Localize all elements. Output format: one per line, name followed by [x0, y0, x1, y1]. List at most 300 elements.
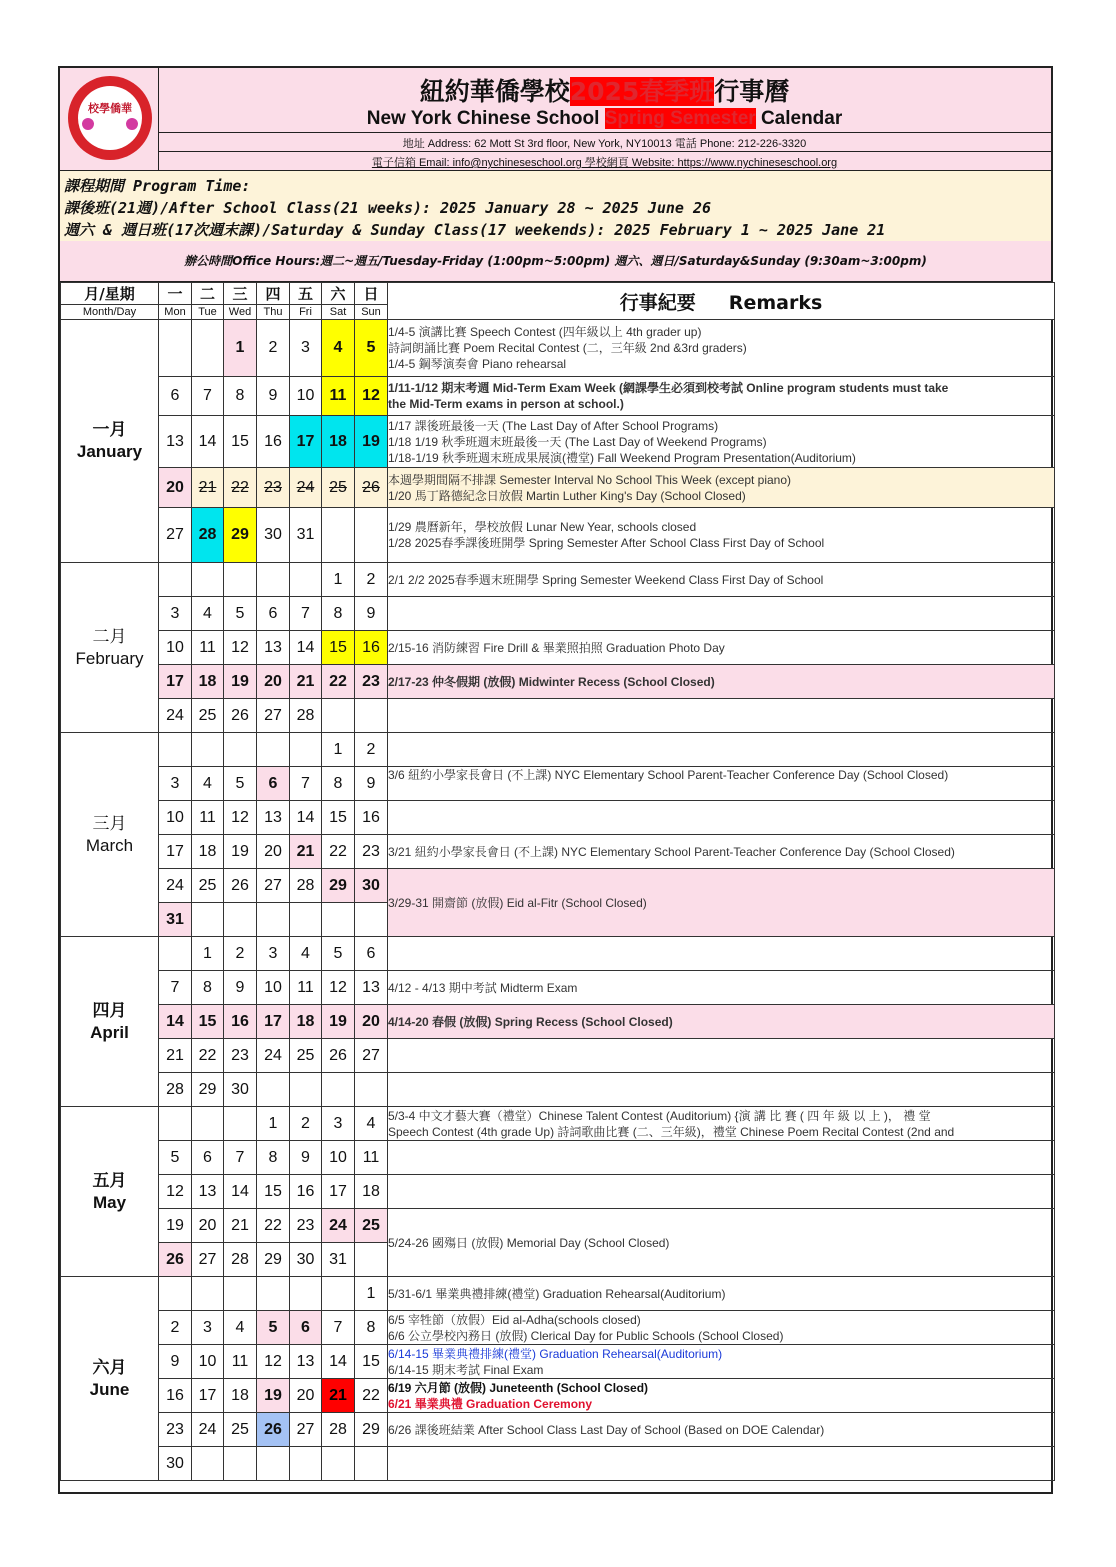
day-cell: 4 [192, 597, 224, 631]
remark: 6/26 課後班結業 After School Class Last Day of School (Based on DOE Calendar) [388, 1413, 1055, 1447]
day-cell: 23 [355, 835, 388, 869]
after-school-dates: 課後班(21週)/After School Class(21 weeks): 2025 January 28 ~ 2025 June 26 [64, 199, 711, 217]
remark [388, 508, 1055, 563]
contact-links[interactable]: 電子信箱 Email: info@nychineseschool.org 學校網頁 Website: https://www.nychineseschool.org [371, 157, 838, 169]
week-row [61, 835, 1055, 869]
day-cell: 20 [257, 665, 290, 699]
day-cell: 29 [257, 1243, 290, 1277]
day-cell: 5 [322, 937, 355, 971]
remark [388, 1311, 1055, 1345]
day-cell: 15 [322, 631, 355, 665]
day-cell: 7 [224, 1141, 257, 1175]
flower-icon [126, 118, 138, 130]
day-cell [192, 1277, 224, 1311]
day-cell: 10 [290, 377, 322, 416]
day-cell [290, 563, 322, 597]
day-cell: 24 [159, 699, 192, 733]
logo-text-center: 校學僑華 [88, 103, 132, 115]
col-day-cn: 六 [322, 283, 355, 305]
day-cell: 30 [159, 1447, 192, 1481]
day-cell: 8 [322, 597, 355, 631]
day-cell: 27 [257, 699, 290, 733]
day-cell: 28 [159, 1073, 192, 1107]
day-cell: 13 [290, 1345, 322, 1379]
day-cell: 12 [355, 377, 388, 416]
day-cell: 11 [355, 1141, 388, 1175]
week-row [61, 1175, 1055, 1209]
day-cell: 8 [322, 767, 355, 801]
day-cell [322, 508, 355, 563]
remark-line: 1/28 2025春季課後班開學 Spring Semester After School Class First Day of School [388, 536, 825, 550]
day-cell [159, 1107, 192, 1141]
day-cell: 23 [355, 665, 388, 699]
day-cell: 2 [257, 320, 290, 377]
day-cell [290, 1277, 322, 1311]
day-cell: 26 [257, 1413, 290, 1447]
day-cell [322, 699, 355, 733]
day-cell [355, 1243, 388, 1277]
day-cell: 17 [192, 1379, 224, 1413]
day-cell: 30 [224, 1073, 257, 1107]
day-cell: 24 [159, 869, 192, 903]
day-cell: 6 [290, 1311, 322, 1345]
day-cell [224, 1277, 257, 1311]
month-label-en: May [92, 1192, 127, 1212]
day-cell: 2 [159, 1311, 192, 1345]
day-cell: 6 [192, 1141, 224, 1175]
day-cell: 6 [355, 937, 388, 971]
month-label-cn: 四月 [92, 1000, 127, 1020]
title-cn-school: 紐約華僑學校 [419, 77, 570, 106]
day-cell: 5 [257, 1311, 290, 1345]
day-cell: 25 [192, 869, 224, 903]
day-cell: 27 [192, 1243, 224, 1277]
week-row [61, 699, 1055, 733]
day-cell: 18 [192, 665, 224, 699]
day-cell: 3 [159, 597, 192, 631]
day-cell: 14 [322, 1345, 355, 1379]
remark [388, 1175, 1055, 1209]
day-cell: 30 [290, 1243, 322, 1277]
address: 地址 Address: 62 Mott St 3rd floor, New York, NY10013 電話 Phone: 212-226-3320 [402, 138, 807, 150]
col-day-en: Sat [322, 305, 355, 320]
remark [388, 377, 1055, 416]
day-cell: 25 [355, 1209, 388, 1243]
day-cell: 14 [290, 631, 322, 665]
day-cell: 6 [257, 597, 290, 631]
day-cell [290, 1447, 322, 1481]
col-month-en: Month/Day [61, 305, 159, 320]
day-cell: 5 [159, 1141, 192, 1175]
day-cell: 8 [224, 377, 257, 416]
day-cell: 7 [159, 971, 192, 1005]
day-cell: 23 [290, 1209, 322, 1243]
day-cell [159, 1277, 192, 1311]
day-cell: 26 [159, 1243, 192, 1277]
day-cell: 28 [192, 508, 224, 563]
day-cell: 15 [257, 1175, 290, 1209]
divider [158, 132, 1051, 133]
day-cell: 5 [355, 320, 388, 377]
remark [388, 1345, 1055, 1379]
day-cell: 19 [322, 1005, 355, 1039]
day-cell: 9 [257, 377, 290, 416]
remark [388, 468, 1055, 508]
remark-line: Speech Contest (4th grade Up) 詩詞歌曲比賽 (二、三年級)，禮堂 Chinese Poem Recital Contest (2nd and [388, 1124, 955, 1139]
day-cell: 18 [192, 835, 224, 869]
program-time-label: 課程期間 Program Time: [64, 177, 251, 195]
day-cell: 24 [290, 468, 322, 508]
day-cell [192, 563, 224, 597]
week-row [61, 1209, 1055, 1243]
week-row [61, 1277, 1055, 1311]
day-cell: 14 [159, 1005, 192, 1039]
month-label-cn: 三月 [92, 813, 127, 833]
day-cell [322, 1277, 355, 1311]
remark [388, 801, 1055, 835]
day-cell: 22 [257, 1209, 290, 1243]
remark-line: 6/21 畢業典禮 Graduation Ceremony [388, 1396, 593, 1411]
day-cell [322, 903, 355, 937]
day-cell: 15 [322, 801, 355, 835]
day-cell: 28 [290, 869, 322, 903]
day-cell: 14 [224, 1175, 257, 1209]
remark-line: 1/4-5 鋼琴演奏會 Piano rehearsal [388, 357, 567, 371]
month-may [61, 1107, 159, 1277]
day-cell: 1 [355, 1277, 388, 1311]
day-cell: 31 [159, 903, 192, 937]
day-cell: 31 [290, 508, 322, 563]
col-day-cn: 一 [159, 283, 192, 305]
remark: 2/17-23 仲冬假期 (放假) Midwinter Recess (School Closed) [388, 665, 1055, 699]
day-cell: 20 [290, 1379, 322, 1413]
day-cell: 2 [224, 937, 257, 971]
day-cell: 27 [355, 1039, 388, 1073]
remark [388, 937, 1055, 971]
col-day-en: Tue [192, 305, 224, 320]
day-cell [355, 1447, 388, 1481]
remark-line: 6/14-15 畢業典禮排練(禮堂) Graduation Rehearsal(Auditorium) [388, 1346, 723, 1361]
remark-line: the Mid-Term exams in person at school.) [388, 397, 624, 411]
day-cell: 7 [322, 1311, 355, 1345]
month-label-en: June [89, 1379, 130, 1399]
flower-icon [82, 118, 94, 130]
week-row [61, 767, 1055, 801]
week-row [61, 597, 1055, 631]
remark: 3/21 紐約小學家長會日 (不上課) NYC Elementary School Parent-Teacher Conference Day (School Closed) [388, 835, 1055, 869]
remark [388, 699, 1055, 733]
day-cell: 20 [192, 1209, 224, 1243]
day-cell: 13 [257, 801, 290, 835]
remark-line: 1/18 1/19 秋季班週末班最後一天 (The Last Day of Weekend Programs) [388, 434, 767, 449]
col-day-cn: 五 [290, 283, 322, 305]
title-en-school: New York Chinese School [366, 108, 600, 129]
day-cell: 16 [159, 1379, 192, 1413]
calendar-page [58, 66, 1053, 1494]
week-row [61, 1413, 1055, 1447]
remark-line: 5/3-4 中文才藝大賽（禮堂）Chinese Talent Contest (Auditorium) {演 講 比 賽 ( 四 年 級 以 上 )， 禮 堂 [388, 1108, 931, 1123]
day-cell: 4 [322, 320, 355, 377]
day-cell: 12 [257, 1345, 290, 1379]
day-cell: 17 [159, 835, 192, 869]
day-cell: 19 [224, 665, 257, 699]
day-cell: 1 [257, 1107, 290, 1141]
week-row [61, 320, 1055, 377]
day-cell: 22 [192, 1039, 224, 1073]
day-cell: 11 [322, 377, 355, 416]
day-cell: 1 [224, 320, 257, 377]
day-cell: 5 [224, 767, 257, 801]
day-cell: 13 [192, 1175, 224, 1209]
day-cell: 22 [322, 835, 355, 869]
col-day-cn: 二 [192, 283, 224, 305]
day-cell [192, 1447, 224, 1481]
school-logo [68, 76, 152, 160]
day-cell: 7 [290, 597, 322, 631]
day-cell: 12 [159, 1175, 192, 1209]
month-label-en: April [90, 1022, 129, 1042]
col-day-en: Thu [257, 305, 290, 320]
day-cell [257, 903, 290, 937]
week-row [61, 1039, 1055, 1073]
day-cell: 22 [355, 1379, 388, 1413]
remark-line: 1/20 馬丁路德紀念日放假 Martin Luther King's Day (School Closed) [388, 488, 746, 503]
divider [158, 151, 1051, 152]
day-cell: 16 [355, 631, 388, 665]
day-cell: 29 [192, 1073, 224, 1107]
day-cell: 9 [224, 971, 257, 1005]
day-cell: 1 [322, 733, 355, 767]
remark: 5/31-6/1 畢業典禮排練(禮堂) Graduation Rehearsal(Auditorium) [388, 1277, 1055, 1311]
day-cell: 1 [192, 937, 224, 971]
week-row [61, 508, 1055, 563]
day-cell [192, 903, 224, 937]
day-cell: 16 [355, 801, 388, 835]
day-cell [224, 1447, 257, 1481]
col-month-cn: 月/星期 [61, 283, 159, 305]
week-row [61, 1311, 1055, 1345]
day-cell: 14 [192, 416, 224, 468]
remark: 3/6 紐約小學家長會日 (不上課) NYC Elementary School Parent-Teacher Conference Day (School Closed) [388, 767, 1055, 801]
day-cell: 3 [192, 1311, 224, 1345]
logo-box [60, 68, 159, 170]
week-row [61, 416, 1055, 468]
day-cell: 4 [224, 1311, 257, 1345]
month-label-cn: 五月 [92, 1170, 127, 1190]
day-cell: 9 [355, 597, 388, 631]
month-label-en: March [85, 835, 134, 855]
day-cell: 13 [355, 971, 388, 1005]
day-cell: 21 [192, 468, 224, 508]
day-cell: 11 [192, 631, 224, 665]
day-cell: 21 [159, 1039, 192, 1073]
col-day-cn: 日 [355, 283, 388, 305]
remark: 2/15-16 消防練習 Fire Drill & 畢業照拍照 Graduation Photo Day [388, 631, 1055, 665]
day-cell: 3 [290, 320, 322, 377]
day-cell [159, 563, 192, 597]
day-cell: 11 [224, 1345, 257, 1379]
col-day-cn: 三 [224, 283, 257, 305]
month-june [61, 1277, 159, 1481]
page-header [60, 68, 1051, 171]
remark-line: 1/17 課後班最後一天 (The Last Day of After School Programs) [388, 418, 719, 433]
remark [388, 1073, 1055, 1107]
day-cell [290, 903, 322, 937]
day-cell [290, 733, 322, 767]
col-remarks: 行事紀要 Remarks [388, 283, 1055, 320]
remark [388, 1141, 1055, 1175]
remark: 4/12 - 4/13 期中考試 Midterm Exam [388, 971, 1055, 1005]
month-label-cn: 一月 [92, 420, 127, 439]
day-cell: 17 [322, 1175, 355, 1209]
day-cell: 8 [355, 1311, 388, 1345]
day-cell: 26 [224, 869, 257, 903]
remark [388, 1379, 1055, 1413]
week-row [61, 1345, 1055, 1379]
day-cell: 16 [257, 416, 290, 468]
day-cell: 4 [192, 767, 224, 801]
day-cell: 11 [192, 801, 224, 835]
week-row [61, 1141, 1055, 1175]
remark: 3/29-31 開齋節 (放假) Eid al-Fitr (School Closed) [388, 869, 1055, 937]
day-cell: 27 [290, 1413, 322, 1447]
remark-line: 詩詞朗誦比賽 Poem Recital Contest (二，三年級 2nd &3rd graders) [388, 341, 747, 355]
remark [388, 1447, 1055, 1481]
remark [388, 597, 1055, 631]
week-row [61, 1073, 1055, 1107]
day-cell: 15 [355, 1345, 388, 1379]
day-cell: 30 [257, 508, 290, 563]
day-cell: 15 [192, 1005, 224, 1039]
day-cell: 14 [290, 801, 322, 835]
day-cell [192, 1107, 224, 1141]
weekend-dates: 週六 & 週日班(17次週末課)/Saturday & Sunday Class(17 weekends): 2025 February 1 ~ 2025 Jane 21 [64, 221, 886, 239]
day-cell: 22 [224, 468, 257, 508]
day-cell: 30 [355, 869, 388, 903]
day-cell [224, 733, 257, 767]
week-row [61, 1107, 1055, 1141]
day-cell [224, 563, 257, 597]
day-cell: 17 [290, 416, 322, 468]
remark-line: 1/18-1/19 秋季班週末班成果展演(禮堂) Fall Weekend Program Presentation(Auditorium) [388, 450, 856, 465]
remark: 5/24-26 國殤日 (放假) Memorial Day (School Closed) [388, 1209, 1055, 1277]
day-cell: 28 [322, 1413, 355, 1447]
remark [388, 320, 1055, 377]
day-cell: 29 [355, 1413, 388, 1447]
day-cell: 29 [322, 869, 355, 903]
day-cell: 9 [355, 767, 388, 801]
remark-line: 6/14-15 期末考試 Final Exam [388, 1362, 544, 1377]
page-title-cn [158, 72, 1051, 108]
day-cell: 4 [355, 1107, 388, 1141]
day-cell [192, 733, 224, 767]
day-cell: 1 [322, 563, 355, 597]
day-cell: 27 [159, 508, 192, 563]
day-cell: 5 [224, 597, 257, 631]
day-cell: 6 [257, 767, 290, 801]
col-day-en: Fri [290, 305, 322, 320]
week-row [61, 1005, 1055, 1039]
day-cell [159, 937, 192, 971]
month-label-en: January [76, 442, 143, 461]
col-day-en: Wed [224, 305, 257, 320]
week-row [61, 869, 1055, 903]
day-cell: 10 [192, 1345, 224, 1379]
week-row [61, 937, 1055, 971]
day-cell: 21 [322, 1379, 355, 1413]
day-cell [355, 508, 388, 563]
day-cell: 4 [290, 937, 322, 971]
day-cell: 10 [257, 971, 290, 1005]
month-february [61, 563, 159, 733]
program-time [60, 171, 1051, 242]
day-cell: 24 [192, 1413, 224, 1447]
office-hours: 辦公時間Office Hours:週二~週五/Tuesday-Friday (1:00pm~5:00pm) 週六、週日/Saturday&Sunday (9:30am~3:00pm) [60, 241, 1051, 282]
month-march [61, 733, 159, 937]
day-cell [159, 733, 192, 767]
day-cell [257, 563, 290, 597]
day-cell: 9 [159, 1345, 192, 1379]
week-row [61, 563, 1055, 597]
day-cell: 25 [224, 1413, 257, 1447]
remark: 4/14-20 春假 (放假) Spring Recess (School Closed) [388, 1005, 1055, 1039]
day-cell: 24 [322, 1209, 355, 1243]
week-row [61, 801, 1055, 835]
day-cell [355, 699, 388, 733]
day-cell: 16 [224, 1005, 257, 1039]
day-cell [257, 733, 290, 767]
day-cell: 20 [257, 835, 290, 869]
day-cell: 12 [322, 971, 355, 1005]
month-april [61, 937, 159, 1107]
remark-line: 1/29 農曆新年，學校放假 Lunar New Year, schools closed [388, 520, 697, 534]
week-row [61, 971, 1055, 1005]
day-cell: 21 [224, 1209, 257, 1243]
day-cell: 18 [322, 416, 355, 468]
day-cell: 13 [159, 416, 192, 468]
day-cell: 19 [355, 416, 388, 468]
day-cell: 25 [322, 468, 355, 508]
remark-line: 本週學期間隔不排課 Semester Interval No School This Week (except piano) [388, 472, 792, 487]
month-january [61, 320, 159, 563]
day-cell [257, 1447, 290, 1481]
week-row [61, 733, 1055, 767]
week-row [61, 665, 1055, 699]
day-cell: 10 [159, 631, 192, 665]
remark-line: 6/19 六月節 (放假) Juneteenth (School Closed) [388, 1380, 649, 1395]
remark [388, 416, 1055, 468]
day-cell: 18 [355, 1175, 388, 1209]
day-cell: 3 [159, 767, 192, 801]
day-cell: 8 [257, 1141, 290, 1175]
week-row [61, 1379, 1055, 1413]
day-cell: 23 [159, 1413, 192, 1447]
week-row [61, 377, 1055, 416]
day-cell: 17 [257, 1005, 290, 1039]
day-cell [290, 1073, 322, 1107]
day-cell: 22 [322, 665, 355, 699]
day-cell: 20 [159, 468, 192, 508]
day-cell [257, 1073, 290, 1107]
col-day-en: Mon [159, 305, 192, 320]
remark-line: 1/4-5 演講比賽 Speech Contest (四年級以上 4th grader up) [388, 325, 702, 339]
day-cell [224, 1107, 257, 1141]
day-cell: 27 [257, 869, 290, 903]
day-cell: 20 [355, 1005, 388, 1039]
day-cell: 31 [322, 1243, 355, 1277]
day-cell: 26 [355, 468, 388, 508]
day-cell: 7 [192, 377, 224, 416]
